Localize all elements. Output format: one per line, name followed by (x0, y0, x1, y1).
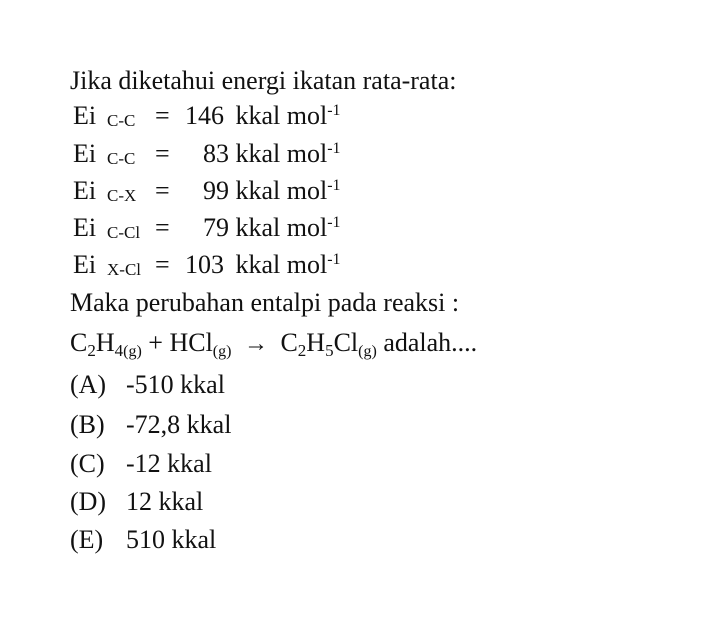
element-symbol: H (306, 328, 326, 357)
state-label: (g) (212, 343, 232, 360)
product (280, 328, 377, 360)
unit-exponent: -1 (327, 214, 341, 231)
element-symbol: H (95, 328, 115, 357)
option-letter: (A) (70, 370, 107, 399)
bond-value: 79 (203, 213, 229, 242)
answer-option-b[interactable] (70, 412, 231, 438)
reactant-2 (169, 328, 232, 360)
bond-value: 146 (185, 101, 224, 130)
unit-exponent: -1 (327, 177, 341, 194)
option-value: -12 kkal (126, 449, 212, 478)
bond-type: C-C (107, 111, 136, 130)
unit-text: kkal mol (235, 213, 328, 242)
equals-sign: = (155, 176, 170, 205)
unit-text: kkal mol (235, 250, 328, 279)
bond-type: C-X (107, 186, 137, 205)
intro-text: Jika diketahui energi ikatan rata-rata: (70, 66, 457, 95)
state-label: (g) (358, 343, 377, 360)
unit-exponent: -1 (327, 140, 341, 157)
unit-text: kkal mol (235, 176, 328, 205)
bond-energy-row (73, 252, 341, 278)
bond-type: X-Cl (107, 260, 141, 279)
answer-option-d[interactable] (70, 489, 203, 515)
bond-label: Ei (73, 101, 97, 130)
bond-unit (236, 139, 341, 168)
element-symbol: C (280, 328, 298, 357)
bond-unit (236, 213, 341, 242)
option-value: -510 kkal (126, 370, 225, 399)
option-letter: (D) (70, 487, 107, 516)
element-symbol: HCl (169, 328, 213, 357)
bond-label: Ei (73, 213, 97, 242)
unit-text: kkal mol (235, 101, 328, 130)
unit-text: kkal mol (235, 139, 328, 168)
option-value: -72,8 kkal (126, 410, 232, 439)
equals-sign: = (155, 101, 170, 130)
answer-option-c[interactable] (70, 451, 212, 477)
option-letter: (B) (70, 410, 105, 439)
bond-value: 103 (185, 250, 224, 279)
reactant-1 (70, 328, 142, 360)
bond-energy-row (73, 103, 341, 129)
subscript: 4 (114, 341, 124, 360)
reaction-tail: adalah.... (383, 328, 478, 357)
bond-energy-row (73, 215, 341, 241)
bond-label: Ei (73, 139, 97, 168)
equals-sign: = (155, 139, 170, 168)
unit-exponent: -1 (327, 251, 341, 268)
answer-option-a[interactable] (70, 372, 225, 398)
bond-label: Ei (73, 250, 97, 279)
bond-type: C-Cl (107, 223, 141, 242)
answer-option-e[interactable] (70, 527, 216, 553)
equals-sign: = (155, 213, 170, 242)
bond-unit (236, 250, 341, 279)
plus-sign: + (148, 328, 163, 357)
bond-unit (236, 101, 341, 130)
bond-value: 99 (203, 176, 229, 205)
option-value: 12 kkal (126, 487, 204, 516)
option-letter: (C) (70, 449, 105, 478)
option-value: 510 kkal (126, 525, 217, 554)
subscript: 5 (325, 341, 334, 360)
equals-sign: = (155, 250, 170, 279)
element-symbol: C (70, 328, 88, 357)
bond-energy-row (73, 178, 341, 204)
bond-energy-row (73, 141, 341, 167)
bond-value: 83 (203, 139, 229, 168)
bond-type: C-C (107, 149, 136, 168)
option-letter: (E) (70, 525, 104, 554)
bond-unit (236, 176, 341, 205)
state-label: (g) (123, 343, 142, 360)
bond-label: Ei (73, 176, 97, 205)
question-text: Maka perubahan entalpi pada reaksi : (70, 288, 460, 317)
subscript: 2 (297, 341, 307, 360)
unit-exponent: -1 (327, 102, 341, 119)
reaction-equation (70, 330, 477, 360)
reaction-arrow-icon: → (243, 331, 268, 357)
subscript: 2 (87, 341, 96, 360)
element-symbol: Cl (333, 328, 359, 357)
